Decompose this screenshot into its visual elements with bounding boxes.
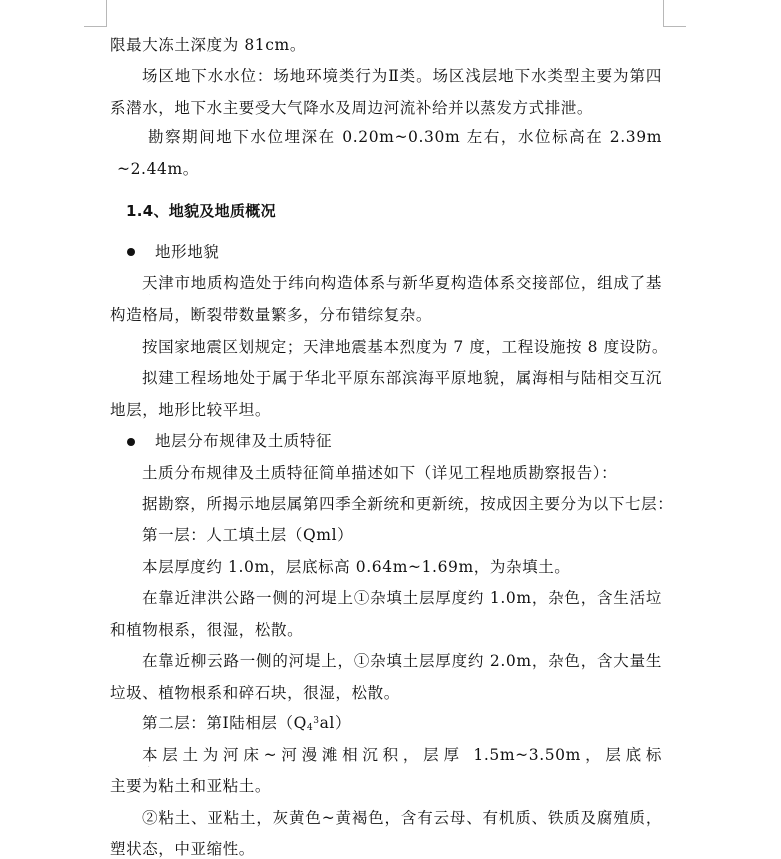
layer-2-title-text: 第二层：第Ⅰ陆相层（ — [142, 714, 294, 732]
paragraph-strata-survey: 据勘察，所揭示地层属第四季全新统和更新统，按成因主要分为以下七层： — [142, 495, 674, 513]
paragraph-geology-line-2: 构造格局，断裂带数量繁多，分布错综复杂。 — [110, 306, 433, 324]
paragraph-clay-line-1: ②粘土、亚粘土，灰黄色~黄褐色，含有云母、有机质、铁质及腐殖质， — [142, 809, 662, 827]
paragraph-layer-2-line-1: 本层土为河床~河漫滩相沉积，层厚 1.5m~3.50m，层底标 — [142, 746, 662, 764]
bullet-icon — [127, 438, 135, 446]
paragraph-seismic: 按国家地震区划规定；天津地震基本烈度为 7 度，工程设施按 8 度设防。 — [142, 338, 669, 356]
layer-1-thickness: 本层厚度约 1.0m，层底标高 0.64m~1.69m，为杂填土。 — [142, 558, 571, 576]
section-heading: 1.4、地貌及地质概况 — [126, 202, 276, 220]
paragraph-groundwater-line-2: 系潜水，地下水主要受大气降水及周边河流补给并以蒸发方式排泄。 — [110, 99, 594, 117]
paragraph-groundwater-line-1: 场区地下水水位：场地环境类行为Ⅱ类。场区浅层地下水类型主要为第四 — [142, 67, 662, 85]
paragraph-layer-2-line-2: 主要为粘土和亚粘土。 — [110, 777, 272, 795]
subsection-title-strata: 地层分布规律及土质特征 — [155, 432, 333, 450]
layer-1-title: 第一层：人工填土层（Qml） — [142, 526, 354, 544]
geologic-formula: $Q_4^3al$） — [293, 714, 352, 733]
paragraph-liuyun-line-1: 在靠近柳云路一侧的河堤上，①杂填土层厚度约 2.0m，杂色，含大量生 — [142, 652, 662, 670]
bullet-icon — [127, 248, 135, 256]
paragraph-site-line-2: 地层，地形比较平坦。 — [110, 401, 272, 419]
crop-mark-top-left — [84, 0, 107, 27]
subsection-title-landform: 地形地貌 — [155, 243, 220, 261]
text-line: 限最大冻土深度为 81cm。 — [110, 36, 306, 54]
paragraph-liuyun-line-2: 垃圾、植物根系和碎石块，很湿，松散。 — [110, 684, 400, 702]
paragraph-clay-line-2: 塑状态，中亚缩性。 — [110, 840, 255, 858]
paragraph-water-level-line-2: ~2.44m。 — [117, 160, 199, 178]
paragraph-water-level-line-1: 勘察期间地下水位埋深在 0.20m~0.30m 左右，水位标高在 2.39m — [148, 128, 662, 146]
paragraph-site-line-1: 拟建工程场地处于属于华北平原东部滨海平原地貌，属海相与陆相交互沉 — [142, 369, 662, 387]
paragraph-strata-intro: 土质分布规律及土质特征简单描述如下（详见工程地质勘察报告）： — [142, 464, 618, 482]
paragraph-jinhong-line-1: 在靠近津洪公路一侧的河堤上①杂填土层厚度约 1.0m，杂色，含生活垃 — [142, 589, 662, 607]
crop-mark-top-right — [663, 0, 686, 27]
paragraph-geology-line-1: 天津市地质构造处于纬向构造体系与新华夏构造体系交接部位，组成了基 — [142, 274, 662, 292]
layer-2-title — [142, 713, 351, 733]
paragraph-jinhong-line-2: 和植物根系，很湿，松散。 — [110, 621, 304, 639]
